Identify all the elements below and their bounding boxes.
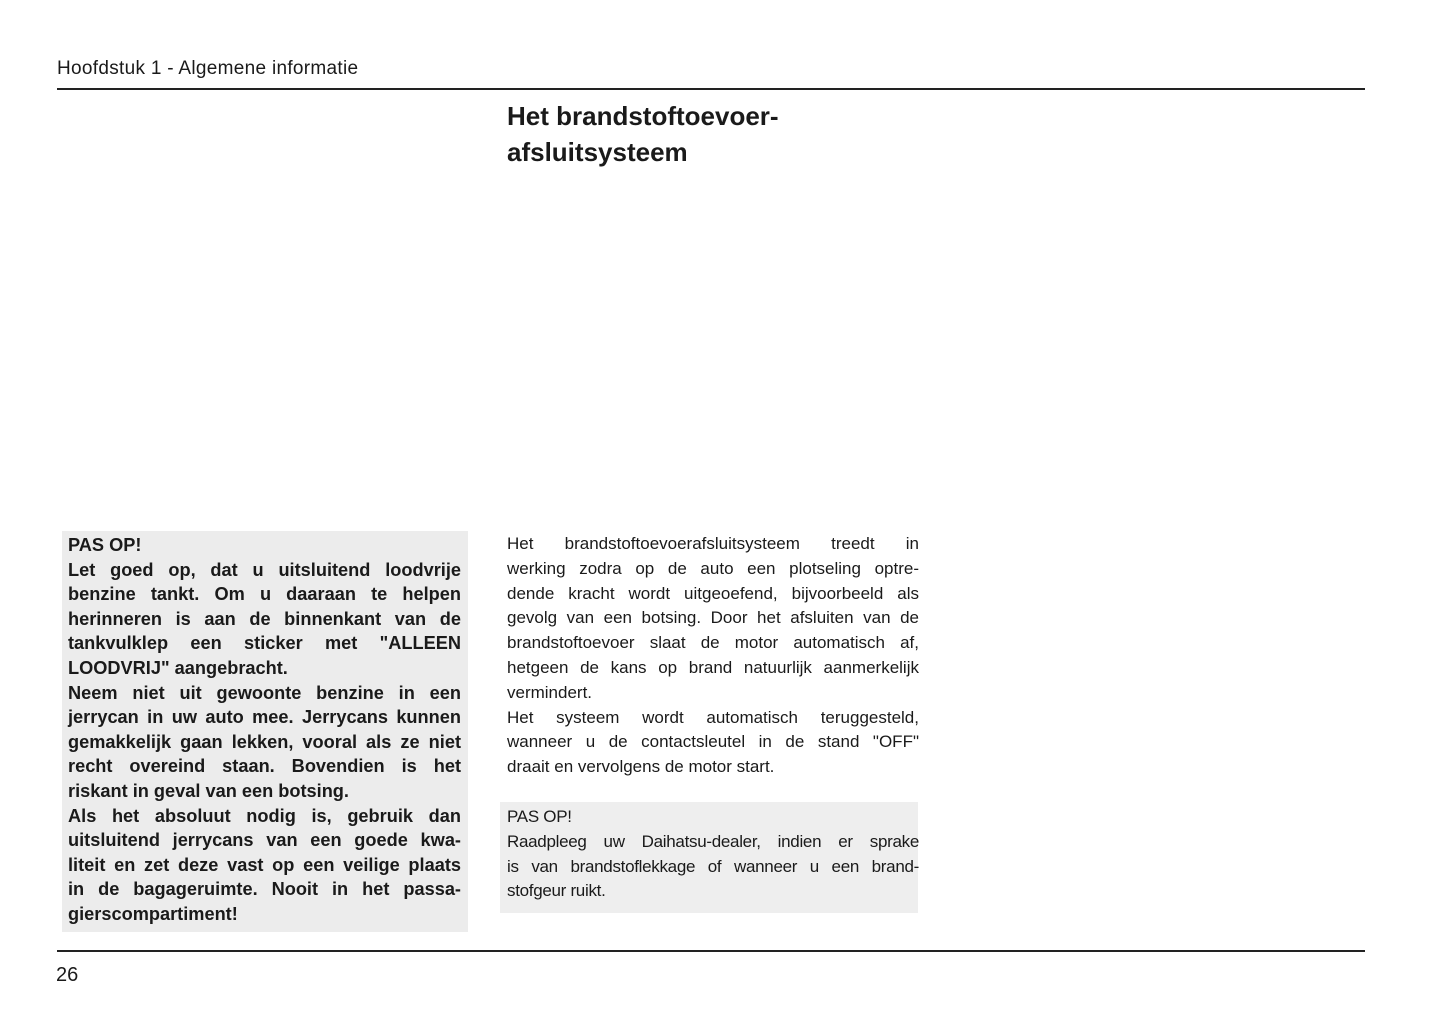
- warning-line: LOODVRIJ" aangebracht.: [68, 657, 288, 678]
- warning-line: liteit en zet deze vast op een veilige plaats: [68, 854, 461, 875]
- warning-heading: PAS OP!: [507, 807, 572, 826]
- warning-line: Raadpleeg uw Daihatsu-dealer, indien er sprake: [507, 831, 919, 851]
- warning-line: herinneren is aan de binnenkant van de: [68, 608, 461, 629]
- warning-line: Als het absoluut nodig is, gebruik dan: [68, 805, 461, 826]
- warning-line: Let goed op, dat u uitsluitend loodvrije: [68, 559, 461, 580]
- body-line: Het systeem wordt automatisch teruggesteld,: [507, 707, 919, 727]
- body-line: hetgeen de kans op brand natuurlijk aanmerkelijk: [507, 657, 919, 677]
- warning-line: recht overeind staan. Bovendien is het: [68, 756, 461, 777]
- page-number: 26: [56, 964, 79, 986]
- warning-line: jerrycan in uw auto mee. Jerrycans kunnen: [68, 707, 461, 728]
- section-title: [507, 98, 779, 170]
- warning-line: tankvulklep een sticker met "ALLEEN: [68, 633, 461, 654]
- body-line: brandstoftoevoer slaat de motor automatisch af,: [507, 633, 919, 653]
- body-text: [507, 532, 919, 780]
- warning-line: uitsluitend jerrycans van een goede kwa-: [68, 830, 461, 851]
- warning-line: riskant in geval van een botsing.: [68, 780, 349, 801]
- warning-line: gemakkelijk gaan lekken, vooral als ze niet: [68, 731, 461, 752]
- warning-line: Neem niet uit gewoonte benzine in een: [68, 682, 461, 703]
- warning-line: in de bagageruimte. Nooit in het passa-: [68, 879, 461, 900]
- title-line: Het brandstoftoevoer-: [507, 101, 779, 131]
- body-line: vermindert.: [507, 682, 593, 702]
- footer-rule: [57, 950, 1365, 952]
- warning-text-left: [68, 533, 461, 927]
- warning-line: gierscompartiment!: [68, 903, 238, 924]
- body-line: dende kracht wordt uitgeoefend, bijvoorbeeld als: [507, 583, 919, 603]
- body-line: werking zodra op de auto een plotseling optre-: [507, 558, 919, 578]
- warning-line: benzine tankt. Om u daaraan te helpen: [68, 584, 461, 605]
- body-line: wanneer u de contactsleutel in de stand "OFF": [507, 732, 919, 752]
- warning-text-right: [507, 805, 919, 904]
- warning-line: stofgeur ruikt.: [507, 881, 606, 901]
- warning-heading: PAS OP!: [68, 535, 142, 555]
- body-line: Het brandstoftoevoerafsluitsysteem treedt in: [507, 534, 919, 553]
- warning-line: is van brandstoflekkage of wanneer u een brand-: [507, 856, 919, 876]
- body-line: draait en vervolgens de motor start.: [507, 757, 775, 777]
- chapter-header: Hoofdstuk 1 - Algemene informatie: [57, 58, 359, 79]
- title-line: afsluitsysteem: [507, 137, 688, 167]
- header-rule: [57, 88, 1365, 90]
- body-line: gevolg van een botsing. Door het afsluiten van de: [507, 608, 919, 628]
